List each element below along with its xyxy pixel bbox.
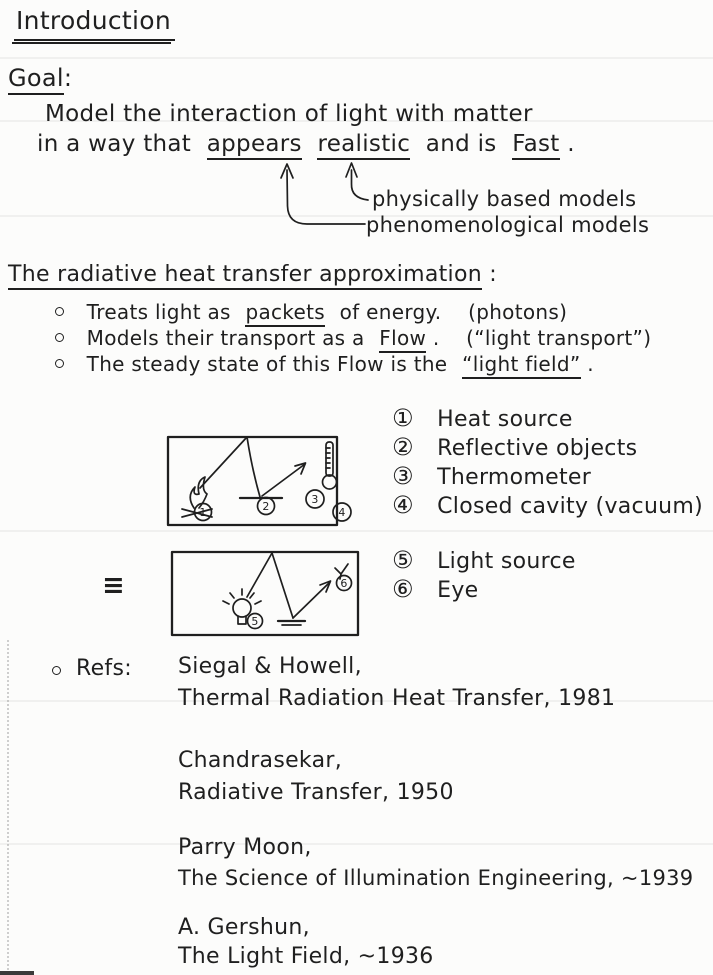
ref-parry-moon-title: The Science of Illumination Engineering, ~1939 [178,866,694,890]
diagram-number-2: 2 [262,500,270,513]
circled-2-icon: ② [392,433,414,461]
ray-reflector-to-thermometer [262,464,305,496]
goal-line2-text2: and is [425,131,497,157]
ref-chandrasekar-title: Radiative Transfer, 1950 [178,780,454,805]
ref-siegal-howell-authors: Siegal & Howell, [178,654,362,679]
legend-item-reflective-objects [392,433,703,462]
scan-artifact [0,843,713,845]
diagram-number-5: 5 [251,615,259,628]
arrow-to-realistic [351,170,368,200]
goal-heading-colon: : [63,64,73,92]
ref-parry-moon-author: Parry Moon, [178,835,312,860]
legend-label: Reflective objects [437,436,638,461]
bullet-models-transport [55,326,651,350]
bullet2-period: . [432,326,440,350]
legend-item-eye [392,575,576,604]
label-physically-based-models: physically based models [372,187,637,211]
legend-label: Thermometer [437,465,592,490]
ref-gershun-title: The Light Field, ~1936 [178,944,434,969]
bullet3-text: The steady state of this Flow is the [86,352,448,376]
page-title-text: Introduction [14,6,175,41]
refs-heading: Refs: [76,656,132,681]
diagram-number-3: 3 [311,493,319,506]
bullet1-text2: of energy. [339,300,442,324]
legend-item-closed-cavity [392,491,703,520]
diagram-number-4: 4 [338,506,346,519]
bullet-treats-light [55,300,567,324]
goal-word-appears: appears [207,131,302,160]
diagram-number-6: 6 [340,577,348,590]
legend-item-thermometer [392,462,703,491]
bullet-steady-state [55,352,594,376]
circled-3-icon: ③ [392,462,414,490]
goal-line-2 [37,131,575,157]
ray-ceiling-to-floor [272,553,293,618]
legend-item-heat-source [392,404,703,433]
equivalence-symbol: ≡ [102,570,125,601]
bullet-marker [55,359,64,368]
bullet1-aside-photons: (photons) [468,300,568,324]
legend-label: Closed cavity (vacuum) [437,494,704,519]
thermometer-icon [323,442,337,489]
goal-line2-period: . [567,131,575,157]
legend-label: Heat source [437,407,573,432]
scan-artifact [0,57,713,59]
arrow-to-appears [287,170,365,224]
ray-floor-to-eye [293,582,330,618]
goal-heading [8,64,72,92]
bullet-marker [55,307,64,316]
page-edge-artifact [7,640,9,970]
page-title [14,6,175,41]
approximation-heading [8,262,497,287]
goal-heading-text: Goal [8,64,64,95]
ray-fire-to-ceiling [200,437,247,488]
cavity-legend [392,404,703,520]
circled-6-icon: ⑥ [392,575,414,603]
refs-bullet-marker [52,666,61,675]
light-legend [392,546,576,604]
fire-icon [182,477,212,517]
bullet3-underlined-light-field: “light field” [462,352,580,379]
circled-5-icon: ⑤ [392,546,414,574]
label-phenomenological-models: phenomenological models [366,213,650,237]
ray-ceiling-to-reflector [247,437,260,497]
heat-cavity-diagram [158,424,358,534]
legend-item-light-source [392,546,576,575]
scan-corner-artifact [0,971,34,975]
ref-chandrasekar-author: Chandrasekar, [178,748,342,773]
legend-label: Light source [437,549,576,574]
bullet1-text: Treats light as [86,300,231,324]
annotation-arrows [235,158,385,238]
ray-bulb-to-ceiling [247,553,272,597]
light-cavity-diagram [158,544,363,644]
bullet3-period: . [587,352,594,376]
circled-4-icon: ④ [392,491,414,519]
bullet2-underlined-flow: Flow [379,326,426,353]
bullet2-aside-light-transport: (“light transport”) [466,326,652,350]
goal-line2-text: in a way that [37,131,192,157]
goal-word-fast: Fast [512,131,559,160]
diagram-number-1: 1 [199,506,207,519]
ref-gershun-author: A. Gershun, [178,915,310,940]
bullet1-underlined-packets: packets [245,300,324,327]
approximation-heading-text: The radiative heat transfer approximation [8,262,482,290]
approximation-heading-colon: : [489,262,497,287]
legend-label: Eye [437,578,479,603]
bullet-marker [55,333,64,342]
goal-line-1: Model the interaction of light with matter [45,101,533,127]
goal-word-realistic: realistic [317,131,410,160]
ref-siegal-howell-title: Thermal Radiation Heat Transfer, 1981 [178,686,616,711]
bullet2-text: Models their transport as a [86,326,365,350]
circled-1-icon: ① [392,404,414,432]
